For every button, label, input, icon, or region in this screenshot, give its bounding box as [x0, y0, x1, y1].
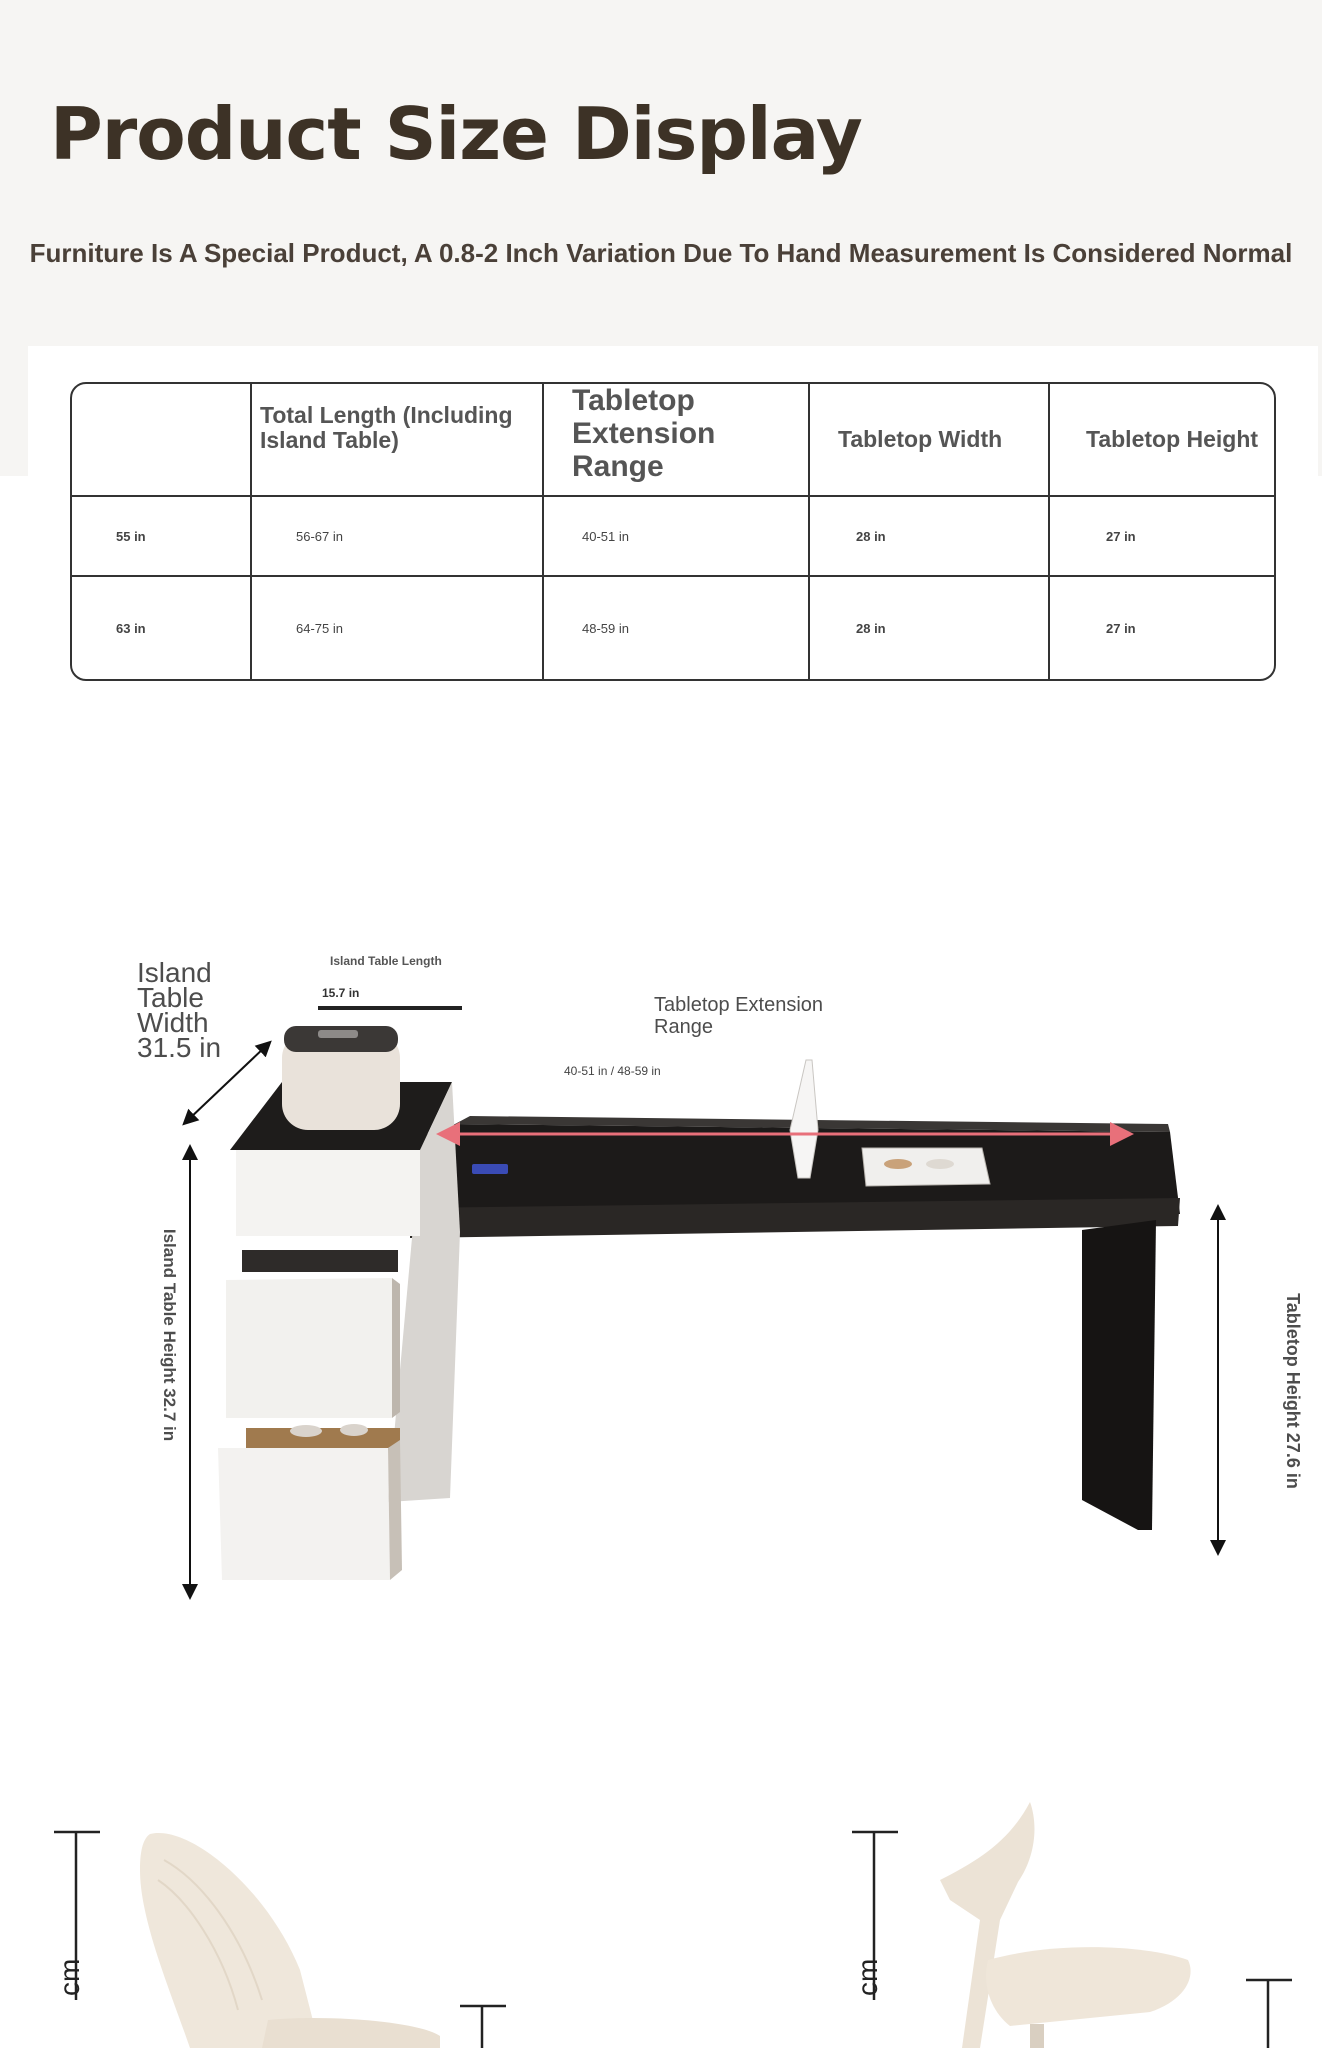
header-extension-range — [544, 384, 810, 497]
table-cell: 27 in — [1050, 497, 1274, 577]
header-cell-blank — [72, 384, 252, 497]
table-cell: 63 in — [72, 577, 252, 679]
table-cell: 27 in — [1106, 620, 1136, 636]
page-subtitle: Furniture Is A Special Product, A 0.8-2 Inch Variation Due To Hand Measurement Is Considered Normal — [29, 238, 1293, 268]
main-desk — [410, 1116, 1180, 1530]
table-cell: 40-51 in — [544, 497, 810, 577]
island-length-value: 15.7 in — [322, 986, 360, 1000]
size-table — [70, 382, 1276, 681]
table-header-row — [72, 384, 1274, 497]
right-chair — [940, 1802, 1191, 2048]
tabletop-height-label: Tabletop Height 27.6 in — [1283, 1293, 1303, 1489]
product-diagram — [0, 880, 1322, 1640]
table-row — [72, 497, 1274, 577]
island-width-label: Island Table Width 31.5 in — [137, 957, 222, 1063]
extension-range-value: 40-51 in / 48-59 in — [564, 1064, 661, 1078]
table-cell: 64-75 in — [252, 577, 544, 679]
table-cell: 55 in — [72, 497, 252, 577]
header-tabletop-width: Tabletop Width — [810, 384, 1050, 497]
island-length-label: Island Table Length — [330, 954, 442, 968]
table-cell: 28 in — [810, 577, 1050, 679]
left-chair — [140, 1833, 440, 2048]
left-chair-unit-label: cm — [54, 1958, 85, 1996]
chairs-illustration — [0, 1800, 1322, 2048]
table-row — [72, 577, 1274, 679]
header-tabletop-height: Tabletop Height — [1050, 384, 1274, 497]
appliance-on-island — [282, 1026, 400, 1130]
header-extension-range-text: Tabletop Extension Range — [572, 384, 716, 483]
island-height-label: Island Table Height 32.7 in — [160, 1228, 179, 1442]
header-total-length: Total Length (Including Island Table) — [252, 384, 544, 497]
chairs-section — [0, 1800, 1322, 2048]
right-chair-unit-label: cm — [852, 1958, 883, 1996]
table-cell: 48-59 in — [544, 577, 810, 679]
extension-range-label: Tabletop Extension Range — [654, 994, 824, 1038]
island-cabinet — [218, 1082, 460, 1580]
table-cell: 28 in — [810, 497, 1050, 577]
page-title: Product Size Display — [50, 92, 862, 176]
table-cell: 56-67 in — [252, 497, 544, 577]
